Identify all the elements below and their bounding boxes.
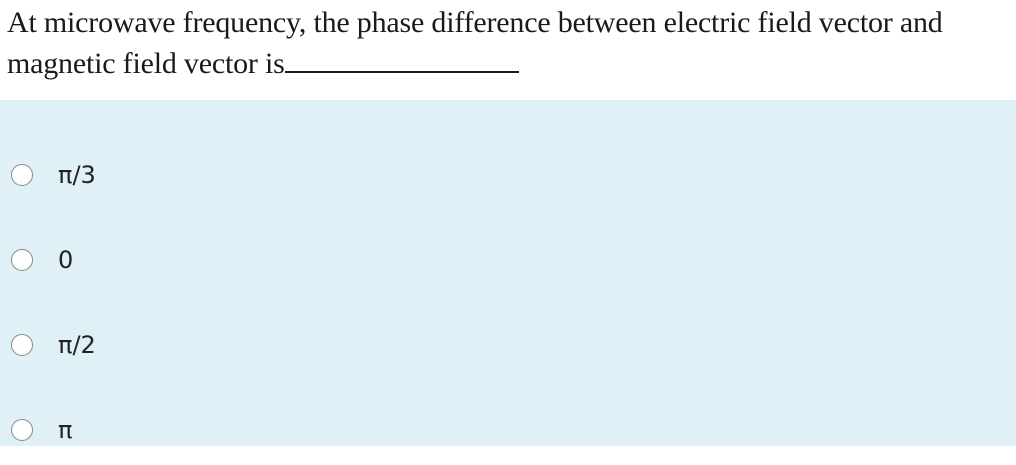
option-1-label[interactable]: π/3	[58, 161, 96, 189]
radio-button-option-3[interactable]	[11, 334, 33, 356]
option-2-label[interactable]: 0	[58, 246, 74, 274]
option-1[interactable]	[0, 150, 400, 210]
radio-button-option-2[interactable]	[11, 249, 33, 271]
option-4-label[interactable]: π	[58, 416, 73, 444]
question-panel	[0, 0, 1016, 100]
radio-button-option-4[interactable]	[11, 419, 33, 441]
answer-blank	[285, 45, 519, 73]
option-3[interactable]	[0, 320, 400, 380]
option-3-label[interactable]: π/2	[58, 331, 96, 359]
option-2[interactable]	[0, 235, 400, 295]
radio-button-option-1[interactable]	[11, 164, 33, 186]
question-text	[7, 2, 1007, 84]
question-stem: At microwave frequency, the phase difference between electric field vector and magnetic field vector is	[7, 6, 943, 80]
option-4[interactable]	[0, 405, 400, 465]
